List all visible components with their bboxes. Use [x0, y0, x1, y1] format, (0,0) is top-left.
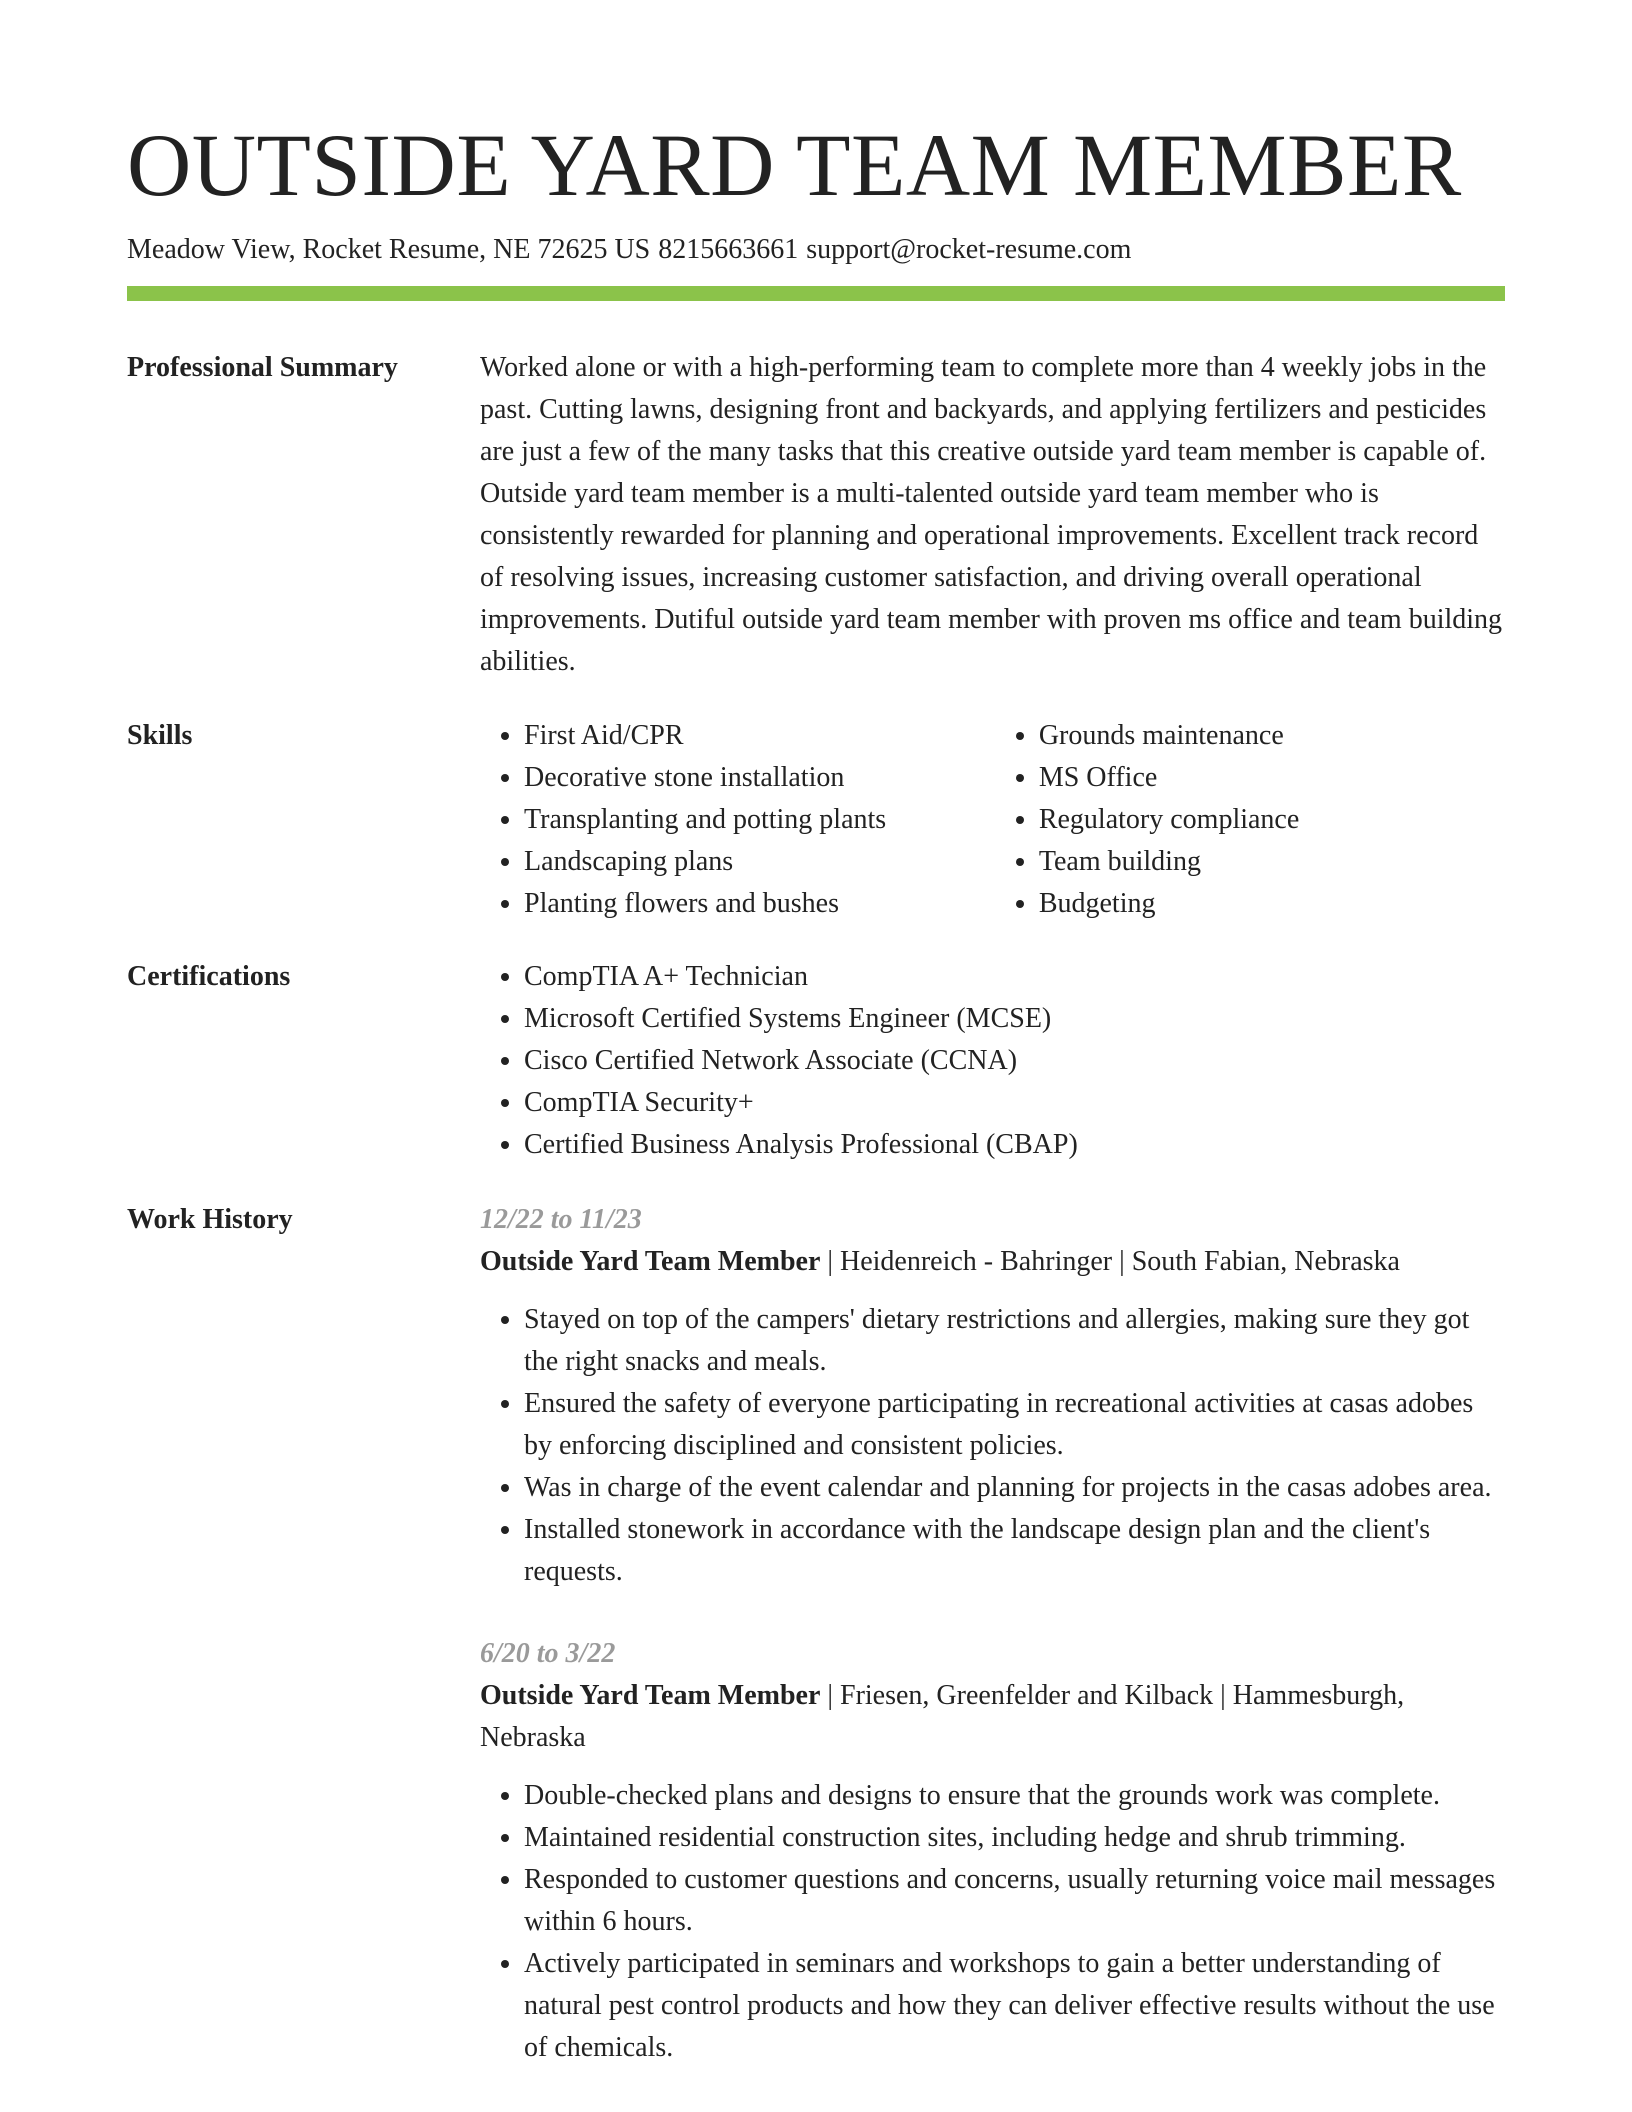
skill-item: • Transplanting and potting plants [524, 799, 995, 841]
job-bullet: • Installed stonework in accordance with the landscape design plan and the client's requests. [524, 1509, 1505, 1593]
skills-body [480, 715, 1505, 925]
job-entry [480, 1199, 1505, 1593]
job-employer-location: | Friesen, Greenfelder and Kilback | Hammesburgh, Nebraska [480, 1680, 1405, 1753]
accent-divider [127, 286, 1505, 301]
skill-item: • Decorative stone installation [524, 757, 995, 799]
skill-item: • Budgeting [1039, 883, 1505, 925]
skill-item: • First Aid/CPR [524, 715, 995, 757]
summary-heading: Professional Summary [127, 352, 398, 383]
certification-item: • CompTIA A+ Technician [524, 956, 1505, 998]
certifications-list [480, 956, 1505, 1166]
work-history-body [480, 1199, 1505, 2069]
job-bullet: • Stayed on top of the campers' dietary restrictions and allergies, making sure they got the right snacks and meals. [524, 1299, 1505, 1383]
contact-line [127, 232, 1139, 268]
certification-item: • Certified Business Analysis Professional (CBAP) [524, 1124, 1505, 1166]
job-dates: 6/20 to 3/22 [480, 1638, 616, 1669]
job-bullets [480, 1775, 1505, 2069]
job-bullet: • Double-checked plans and designs to ensure that the grounds work was complete. [524, 1775, 1505, 1817]
job-bullet: • Maintained residential construction sites, including hedge and shrub trimming. [524, 1817, 1505, 1859]
certifications-body [480, 956, 1505, 1166]
summary-body [480, 347, 1505, 683]
job-title: Outside Yard Team Member [480, 1680, 821, 1711]
job-dates: 12/22 to 11/23 [480, 1204, 642, 1235]
resume-name: OUTSIDE YARD TEAM MEMBER [127, 117, 1462, 215]
contact-email: support@rocket-resume.com [806, 234, 1132, 265]
job-bullet: • Ensured the safety of everyone participating in recreational activities at casas adobes by enforcing disciplined and consistent policies. [524, 1383, 1505, 1467]
contact-phone: 8215663661 [658, 234, 799, 265]
summary-text: Worked alone or with a high-performing team to complete more than 4 weekly jobs in the past. Cutting lawns, designing front and backyards, and applying fertilizers and pesticides are just a few of the many tasks that this creative outside yard team member is capable of. Outside yard team member is a multi-talented outside yard team member who is consistently rewarded for planning and operational improvements. Excellent track record of resolving issues, increasing customer satisfaction, and driving overall operational improvements. Dutiful outside yard team member with proven ms office and team building abilities. [480, 352, 1503, 677]
skill-item: • MS Office [1039, 757, 1505, 799]
contact-address: Meadow View, Rocket Resume, NE 72625 US [127, 234, 651, 265]
skill-item: • Planting flowers and bushes [524, 883, 995, 925]
work-history-heading: Work History [127, 1204, 293, 1235]
skills-list-left [480, 715, 995, 925]
job-heading [480, 1241, 1505, 1283]
job-heading [480, 1675, 1505, 1759]
skills-list-right [995, 715, 1505, 925]
skill-item: • Team building [1039, 841, 1505, 883]
job-bullet: • Actively participated in seminars and workshops to gain a better understanding of natural pest control products and how they can deliver effective results without the use of chemicals. [524, 1943, 1505, 2069]
certifications-heading: Certifications [127, 961, 291, 992]
skill-item: • Grounds maintenance [1039, 715, 1505, 757]
job-employer-location: | Heidenreich - Bahringer | South Fabian, Nebraska [820, 1246, 1400, 1277]
certification-item: • Cisco Certified Network Associate (CCNA) [524, 1040, 1505, 1082]
job-title: Outside Yard Team Member [480, 1246, 821, 1277]
skill-item: • Landscaping plans [524, 841, 995, 883]
skills-heading: Skills [127, 720, 193, 751]
certification-item: • CompTIA Security+ [524, 1082, 1505, 1124]
job-entry [480, 1633, 1505, 2069]
job-bullet: • Was in charge of the event calendar and planning for projects in the casas adobes area. [524, 1467, 1505, 1509]
job-bullets [480, 1299, 1505, 1593]
skill-item: • Regulatory compliance [1039, 799, 1505, 841]
certification-item: • Microsoft Certified Systems Engineer (MCSE) [524, 998, 1505, 1040]
job-bullet: • Responded to customer questions and concerns, usually returning voice mail messages within 6 hours. [524, 1859, 1505, 1943]
